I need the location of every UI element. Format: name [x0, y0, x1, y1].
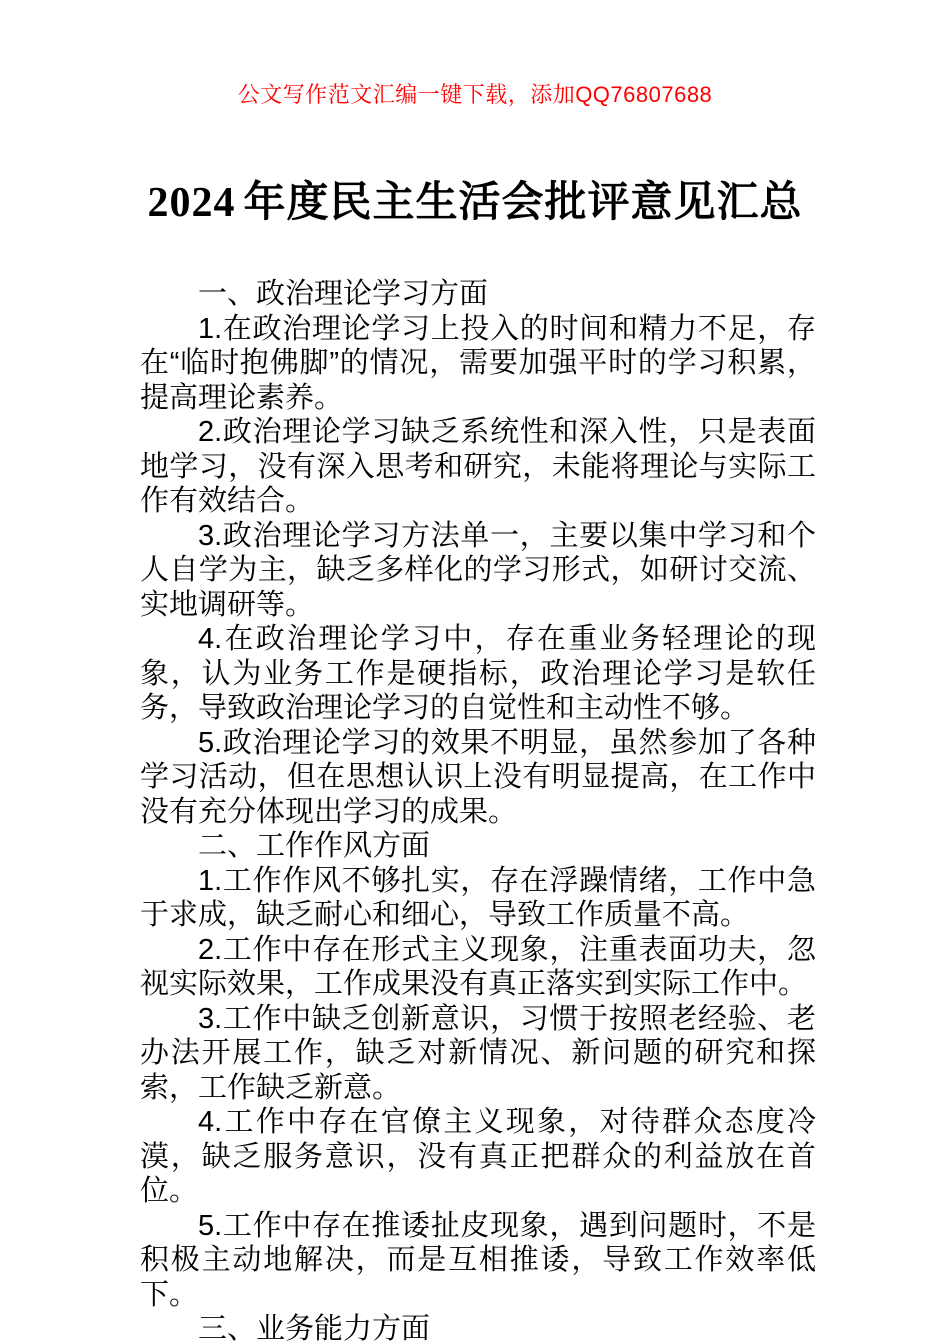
document-title-year: 2024: [147, 180, 236, 226]
document-body: [140, 277, 816, 1344]
paragraph: 3.工作中缺乏创新意识，习惯于按照老经验、老办法开展工作，缺乏对新情况、新问题的研究和探索，工作缺乏新意。: [140, 1002, 816, 1104]
paragraph: 5.政治理论学习的效果不明显，虽然参加了各种学习活动，但在思想认识上没有明显提高，在工作中没有充分体现出学习的成果。: [140, 726, 816, 828]
section-heading: 二、工作作风方面: [198, 830, 431, 862]
paragraph: 4.在政治理论学习中，存在重业务轻理论的现象，认为业务工作是硬指标，政治理论学习是软任务，导致政治理论学习的自觉性和主动性不够。: [140, 623, 816, 724]
section-heading: 三、业务能力方面: [198, 1313, 431, 1344]
header-notice: 公文写作范文汇编一键下载，添加QQ76807688: [237, 82, 713, 107]
paragraph: 3.政治理论学习方法单一，主要以集中学习和个人自学为主，缺乏多样化的学习形式，如研讨交流、实地调研等。: [140, 519, 816, 621]
paragraph: 1.工作作风不够扎实，存在浮躁情绪，工作中急于求成，缺乏耐心和细心，导致工作质量不高。: [140, 864, 816, 931]
paragraph: 4.工作中存在官僚主义现象，对待群众态度冷漠，缺乏服务意识，没有真正把群众的利益放在首位。: [140, 1106, 816, 1207]
paragraph: 5.工作中存在推诿扯皮现象，遇到问题时，不是积极主动地解决，而是互相推诿，导致工作效率低下。: [140, 1209, 816, 1311]
section-heading: 一、政治理论学习方面: [198, 278, 489, 310]
document-title-text: 年度民主生活会批评意见汇总: [243, 178, 803, 225]
document-title: [0, 178, 950, 227]
paragraph: 2.政治理论学习缺乏系统性和深入性，只是表面地学习，没有深入思考和研究，未能将理论与实际工作有效结合。: [140, 416, 816, 517]
paragraph: 2.工作中存在形式主义现象，注重表面功夫，忽视实际效果，工作成果没有真正落实到实际工作中。: [140, 933, 816, 1000]
paragraph: 1.在政治理论学习上投入的时间和精力不足，存在“临时抱佛脚”的情况，需要加强平时的学习积累，提高理论素养。: [140, 312, 816, 414]
